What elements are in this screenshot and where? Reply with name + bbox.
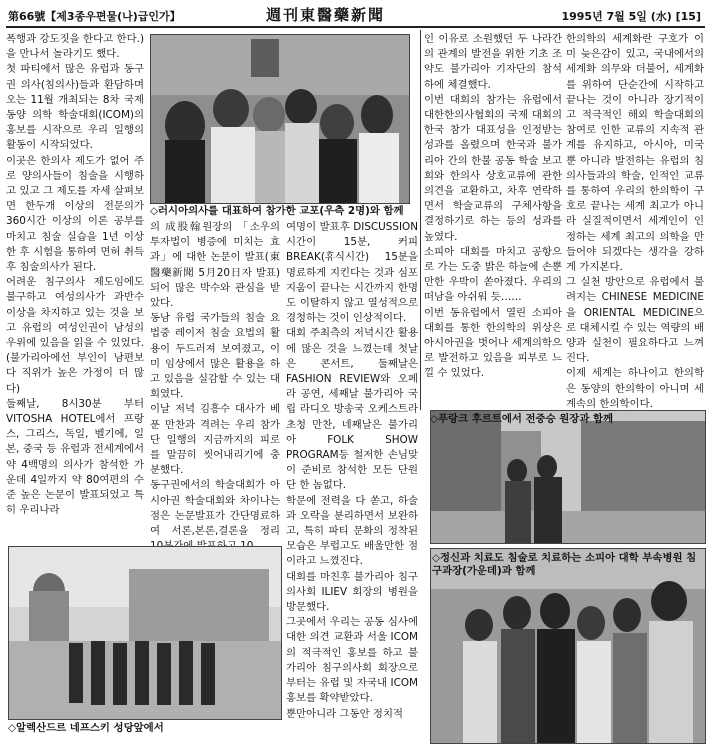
column-text: 인 이유로 소원했던 두 나라간의 관계의 발전을 위한 기초 조약도 불가리아 기자단의 참석하에 체결했다. 이번 대회의 참가는 유럽에서 대한한의사협회의 국제 대회의 한국 참가 대표성을 인정받는 성과를 올렸으며 한국과 불가리아 간의 한불 공동 학술 보고회와 한의사 상호교류에 관한 의견을 교환하고, 차후 연락하면서 학술교류의 구체사항을 결정하기로 하는 등의 성과를 높였다. 소피아 대회를 마치고 공항으로 가는 도중 밝은 하늘에 손뿐만한 우박이 쏟아졌다. 우리의 떠남을 아쉬워 듯…… 이번 동유럽에서 열린 소피아 대회를 통한 한의학의 위상은 아시아권을 벗어나 세계의학으로 발전하고 있음을 피부로 느낄 수 있었다. [424, 33, 562, 380]
article-column-5 [566, 32, 704, 410]
photo-caption: ◇알렉산드르 네프스키 성당앞에서 [8, 722, 164, 734]
article-column-3 [286, 220, 418, 742]
issue-label: 第66號【제3종우편물(나)급인가】 [8, 10, 181, 23]
column-text: 의 成股翰원장의 「소우의 투자법이 병증에 미치는 효과」에 대한 논문이 발표(東醫藥新聞 5月20日자 발표)되어 많은 박수와 관심을 받았다. 동남 유럽 국가들의 침술 요법중 레이저 침술 요법의 활용이 두드러져 보여졌고, 이미 임상에서 많은 활용을 하고 있음을 실감할 수 있는 대회였다. 이날 저녁 김흥수 대사가 베푼 만찬과 격려는 우리 참가단 일행의 지금까지의 피로를 말끔히 씻어내리기에 충분했다. 동구권에서의 학술대회가 아시아권 학술대회와 차이나는 점은 논문발표가 간단명료하여 서론,본론,결론을 정리 [150, 221, 280, 538]
article-column-4 [424, 32, 562, 404]
column-divider [420, 30, 421, 410]
photo-caption: ◇푸랑크 후르트에서 전중승 원장과 함께 [430, 413, 614, 425]
column-text: 한의학의 세계화란 구호가 이미 늦은감이 있고, 국내에서의 세계화 의무와 더불어, 세계화를 위하여 단순간에 시작하고 끝나는 것이 아니라 장기적이고 적극적인 해외 학술대회의 참여로 인한 교류의 지속적 관계를 유지하고, 아시아, 미국 뿐 아니라 발전하는 유럽의 침의사들과의 학술, 인적인 교류를 통하여 우리의 한의학이 구호로 끝나는 세계 최고가 아니라 실질적이면서 세계인이 인정하는 세계 최고의 의학을 만들어야 되겠다는 생각을 강하게 가지본다. 그 실천 방안으로 유럽에서 불려지는 CHINESE MEDICINE을 ORIENTAL MEDICINE으로 대체시킬 수 있는 역량의 배양과 실천이 필요하다고 느껴진다. 이제 세계는 하나이고 한의학은 동양의 한의학이 아니며 세계속의 한의학이다. [566, 33, 704, 410]
article-column-2 [150, 220, 280, 540]
photo-nevsky-cathedral [8, 546, 282, 720]
photo-caption: ◇러시아의사를 대표하여 참가한 교포(우측 2명)와 함께 [150, 205, 404, 217]
photo-frankfurt-street [430, 410, 706, 544]
column-text: 폭행과 강도짓을 한다고 한다.)을 만나서 놀라기도 했다. 첫 파티에서 많은 유럽과 동구권 의사(침의사)들과 환담하며 오는 11월 개최되는 8차 국제 동양 의학 학술대회(ICOM)의 홍보를 시작으로 우리 일행의 활동이 시작되었다. 이곳은 한의사 제도가 없어 주로 양의사들이 침술을 시행하고 있고 그 제도를 자세 살펴보면 한두개 이상의 전문의가 360시간 이상의 이론 공부를 마치고 침술 실습을 1년 이상 한 후 시험을 통하여 면허 취득 후 침술의사가 된다. 어려운 침구의사 제도임에도 불구하고 여성의사가 과반수 이상을 차지하고 있는 것을 보고 유럽의 여성인권이 남성의 우위에 있음을 읽을 수 있었다.(불가리아에선 부인이 남편보다 직위가 높은 가정이 더 많다) 둘째날, 8시30분 부터 VITOSHA HOTEL에서 프랑스, 그리스, 독일, 벨기에, 일본, 중국 등 유럽과 전세계에서 약 4백명의 의사가 참석한 가운데 4일까지 약 80여편의 수준 높은 논문이 발표되었고 특히 우리나라 [6, 33, 144, 517]
date-page-label: 1995년 7월 5일 (水) [15] [561, 10, 701, 23]
page-header [6, 4, 705, 28]
masthead: 週刊東醫藥新聞 [266, 6, 386, 24]
column-text: 여명이 발표후 DISCUSSION시간이 15분, 커피BREAK(휴식시간) 15분을 명료하게 지킨다는 것과 심포지움이 끝나는 시간까지 한명도 이탈하지 않고 열성적으로 경청하는 것이 인상적이다. 대회 주최측의 저녁시간 활용에 많은 것을 느꼈는데 첫날은 콘서트, 둘째날은 FASHION REVIEW와 오페라 공연, 세째날 불가리아 국립 라디오 방송국 오케스트라 초청 만찬, 네째날은 불가리아 FOLK SHOW PROGRAM등 철저한 손님맞이 준비로 참석한 모든 단원 단 한 놈없다. 학문에 전력을 다 쏟고, 하술과 오락을 분리하면서 보완하고, 특히 파티 문화의 정착된 모습은 부럽고도 배울만한 점이라고 느꼈진다. 대회를 마친후 불가리아 침구의사회 ILIEV 회장의 병원을 방문했다. 그곳에서 우리는 공동 심사에 대한 의견 교환과 서울 ICOM의 적극적인 홍보를 하고 불가리아 침구의사회 회장으로 부터는 유럽 및 자국내 ICOM 홍보를 확약받았다. 뿐만아니라 그동안 정치적 [286, 221, 418, 720]
photo-group-russian-doctors [150, 34, 410, 204]
article-column-1 [6, 32, 144, 536]
photo-caption: ◇정신과 치료도 침술로 치료하는 소피아 대학 부속병원 침구과장(가운데)과 함께 [432, 552, 697, 577]
